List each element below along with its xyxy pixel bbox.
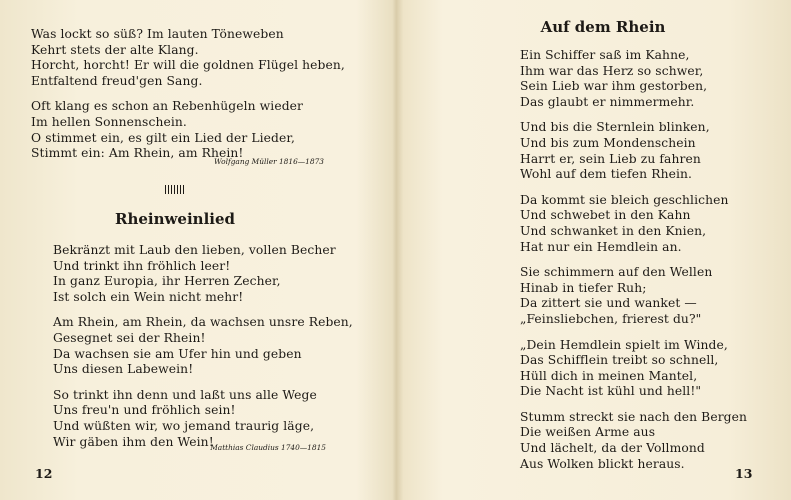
- verse-line: Stimmt ein: Am Rhein, am Rhein!: [31, 146, 244, 161]
- verse-line: Was lockt so süß? Im lauten Töneweben: [31, 27, 284, 41]
- stanza: [520, 410, 747, 472]
- verse-line: Und trinkt ihn fröhlich leer!: [53, 258, 231, 273]
- stanza: [53, 315, 353, 377]
- verse-line: Sein Lieb war ihm gestorben,: [520, 79, 708, 94]
- verse-line: Uns diesen Labewein!: [53, 362, 194, 377]
- stanza: [53, 388, 353, 450]
- verse-line: Da zittert sie und wanket —: [520, 296, 697, 311]
- verse-line: Bekränzt mit Laub den lieben, vollen Becher: [53, 243, 336, 257]
- verse-line: Da wachsen sie am Ufer hin und geben: [53, 346, 302, 361]
- verse-line: Stumm streckt sie nach den Bergen: [520, 409, 748, 424]
- poem-title: Rheinweinlied: [114, 210, 235, 228]
- verse-line: Das glaubt er nimmermehr.: [520, 94, 695, 109]
- stanza: [520, 193, 747, 255]
- verse-line: „Feinsliebchen, frierest du?": [520, 311, 702, 326]
- verse-line: In ganz Europia, ihr Herren Zecher,: [53, 274, 281, 289]
- verse-line: Kehrt stets der alte Klang.: [31, 42, 199, 57]
- verse-line: O stimmet ein, es gilt ein Lied der Lieder,: [31, 130, 296, 145]
- stanza: [520, 48, 747, 110]
- verse-line: Und wüßten wir, wo jemand traurig läge,: [53, 418, 315, 433]
- verse-line: Ein Schiffer saß im Kahne,: [520, 48, 690, 62]
- verse-line: Harrt er, sein Lieb zu fahren: [520, 151, 701, 166]
- poem-rheinweinlied: [53, 243, 353, 450]
- verse-line: Am Rhein, am Rhein, da wachsen unsre Reben,: [53, 315, 353, 330]
- verse-line: Die Nacht ist kühl und hell!": [520, 384, 702, 399]
- stanza: [53, 243, 353, 305]
- verse-line: Hat nur ein Hemdlein an.: [520, 239, 682, 254]
- verse-line: Und schwebet in den Kahn: [520, 208, 691, 223]
- stanza: [31, 99, 345, 161]
- verse-line: Entfaltend freud'gen Sang.: [31, 73, 203, 88]
- verse-line: Hüll dich in meinen Mantel,: [520, 368, 698, 383]
- poem-attribution: Matthias Claudius 1740—1815: [210, 443, 326, 452]
- verse-line: Da kommt sie bleich geschlichen: [520, 192, 729, 207]
- stanza: [31, 27, 345, 89]
- poem-attribution: Wolfgang Müller 1816—1873: [214, 157, 324, 166]
- right-page: [395, 0, 791, 500]
- page-number: 13: [735, 466, 753, 481]
- verse-line: Wohl auf dem tiefen Rhein.: [520, 167, 693, 182]
- verse-line: Uns freu'n und fröhlich sein!: [53, 403, 236, 418]
- verse-line: Oft klang es schon an Rebenhügeln wieder: [31, 99, 304, 114]
- verse-line: Das Schifflein treibt so schnell,: [520, 353, 719, 368]
- section-ornament: [165, 185, 193, 194]
- stanza: [520, 120, 747, 182]
- verse-line: Ist solch ein Wein nicht mehr!: [53, 289, 244, 304]
- verse-line: „Dein Hemdlein spielt im Winde,: [520, 337, 728, 352]
- poem-was-lockt: [31, 27, 345, 162]
- verse-line: Gesegnet sei der Rhein!: [53, 330, 206, 345]
- verse-line: Ihm war das Herz so schwer,: [520, 63, 704, 78]
- stanza: [520, 338, 747, 400]
- verse-line: Im hellen Sonnenschein.: [31, 114, 187, 129]
- stanza: [520, 265, 747, 327]
- verse-line: Wir gäben ihm den Wein!: [53, 434, 214, 449]
- verse-line: Hinab in tiefer Ruh;: [520, 280, 647, 295]
- verse-line: Und bis die Sternlein blinken,: [520, 120, 710, 135]
- verse-line: Aus Wolken blickt heraus.: [520, 456, 685, 471]
- verse-line: Sie schimmern auf den Wellen: [520, 265, 713, 280]
- verse-line: So trinkt ihn denn und laßt uns alle Wege: [53, 387, 317, 402]
- verse-line: Die weißen Arme aus: [520, 425, 656, 440]
- verse-line: Und lächelt, da der Vollmond: [520, 441, 705, 456]
- poem-auf-dem-rhein: [520, 48, 747, 472]
- verse-line: Und bis zum Mondenschein: [520, 135, 696, 150]
- verse-line: Horcht, horcht! Er will die goldnen Flügel heben,: [31, 58, 345, 73]
- page-number: 12: [35, 466, 53, 481]
- left-page: [0, 0, 392, 500]
- poem-title: Auf dem Rhein: [540, 18, 666, 36]
- verse-line: Und schwanket in den Knien,: [520, 223, 707, 238]
